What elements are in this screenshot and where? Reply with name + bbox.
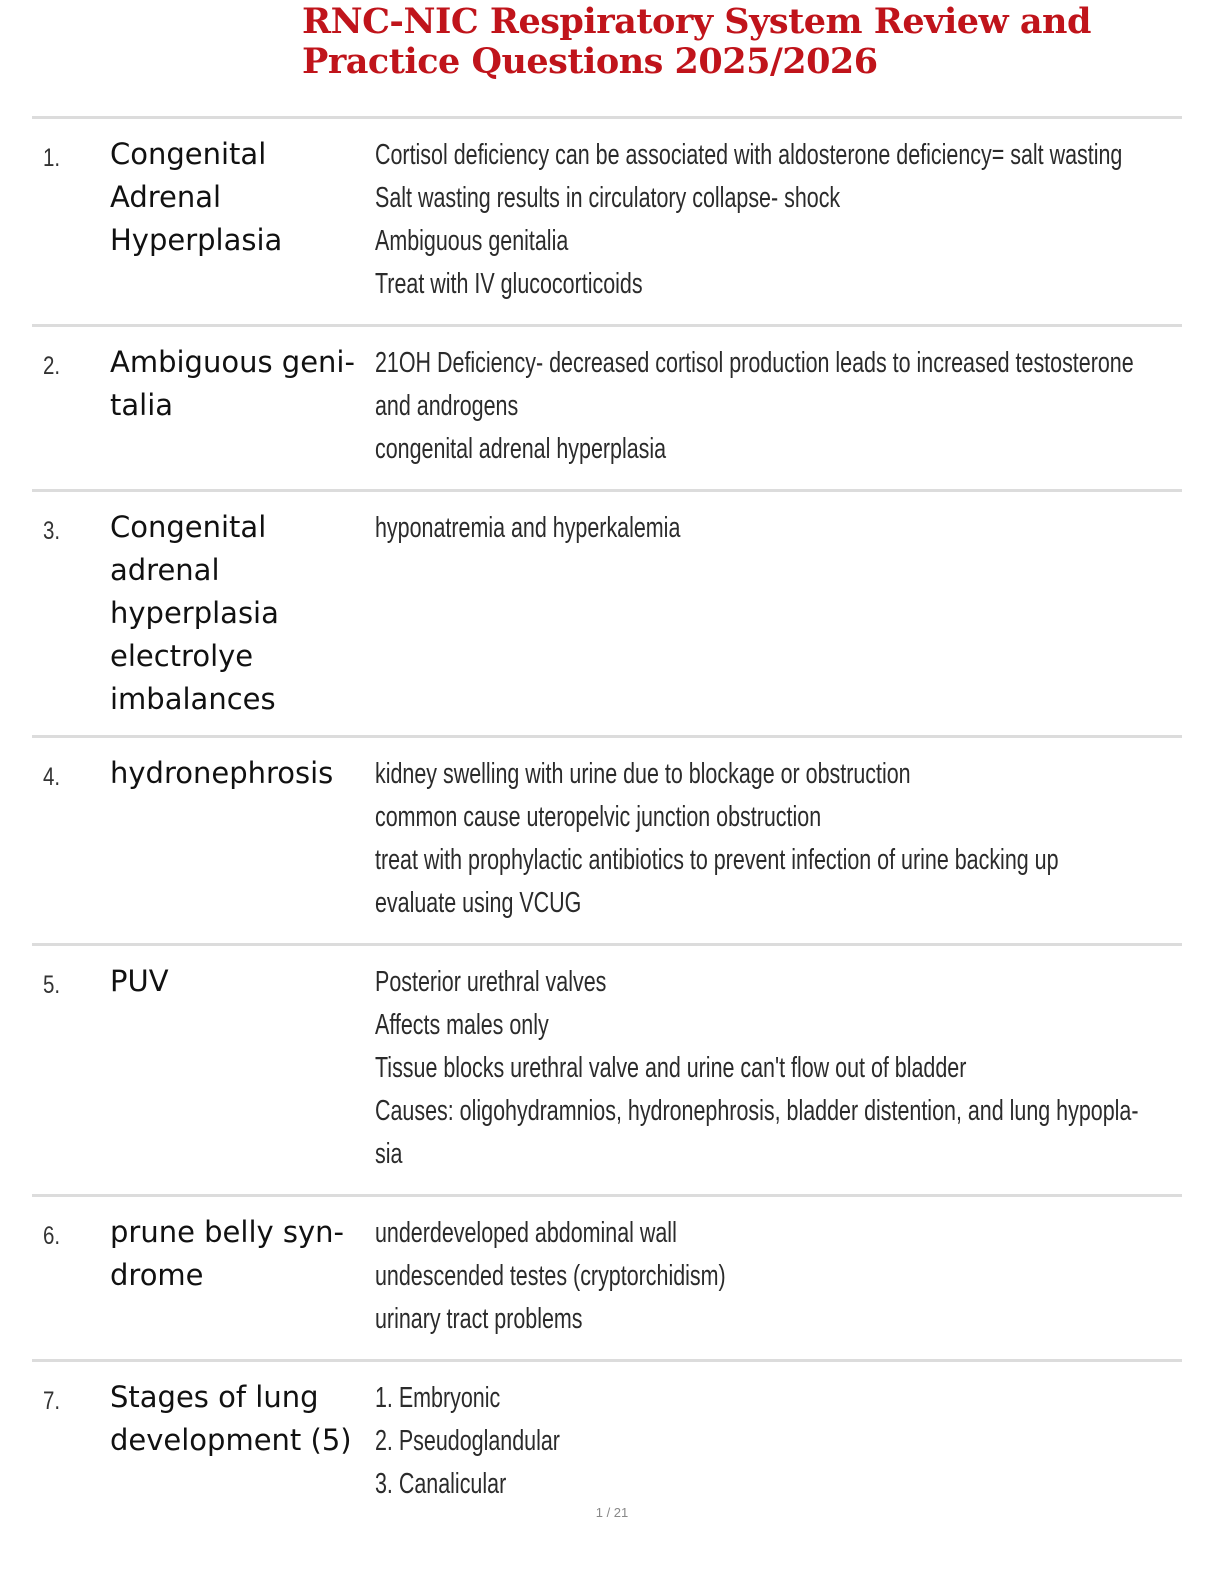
- definition-line: Posterior urethral valves: [375, 966, 607, 998]
- card-number: 1.: [43, 144, 61, 172]
- card-number: 3.: [43, 517, 61, 545]
- flashcard-row: [32, 1194, 1182, 1359]
- card-term: Congenital Adrenal Hyperplasia: [110, 137, 283, 257]
- card-term: hydronephrosis: [110, 756, 334, 790]
- definition-line: Salt wasting results in circulatory collapse- shock: [375, 182, 841, 214]
- flashcard-row: [32, 1359, 1182, 1559]
- card-term: prune belly syn- drome: [110, 1215, 345, 1292]
- definition-line: 2. Pseudoglandular: [375, 1425, 560, 1457]
- definition-line: underdeveloped abdominal wall: [375, 1217, 677, 1249]
- flashcard-row: [32, 324, 1182, 489]
- card-number: 6.: [43, 1222, 61, 1250]
- flashcard-list: [32, 116, 1182, 1559]
- card-definition: [375, 507, 1182, 550]
- definition-line: and androgens: [375, 390, 519, 422]
- definition-line: kidney swelling with urine due to blockage or obstruction: [375, 758, 911, 790]
- definition-line: sia: [375, 1138, 403, 1170]
- card-definition: [375, 1212, 1182, 1341]
- card-term: Stages of lung development (5): [110, 1380, 352, 1457]
- definition-line: Tissue blocks urethral valve and urine can't flow out of bladder: [375, 1052, 967, 1084]
- card-definition: [375, 753, 1182, 925]
- card-definition: [375, 1377, 1182, 1506]
- definition-line: congenital adrenal hyperplasia: [375, 433, 667, 465]
- card-number: 7.: [43, 1387, 61, 1415]
- definition-line: urinary tract problems: [375, 1303, 583, 1335]
- document-title: RNC-NIC Respiratory System Review and Practice Questions 2025/2026: [302, 1, 1091, 82]
- card-number: 4.: [43, 763, 61, 791]
- flashcard-row: [32, 116, 1182, 324]
- definition-line: Affects males only: [375, 1009, 549, 1041]
- definition-line: hyponatremia and hyperkalemia: [375, 512, 681, 544]
- definition-line: evaluate using VCUG: [375, 887, 582, 919]
- card-term: Ambiguous geni- talia: [110, 345, 355, 422]
- definition-line: 21OH Deficiency- decreased cortisol production leads to increased testosterone: [375, 347, 1134, 379]
- definition-line: 3. Canalicular: [375, 1468, 507, 1500]
- definition-line: undescended testes (cryptorchidism): [375, 1260, 726, 1292]
- flashcard-row: [32, 735, 1182, 943]
- card-definition: [375, 134, 1182, 306]
- card-number: 2.: [43, 352, 61, 380]
- card-number: 5.: [43, 971, 61, 999]
- definition-line: Causes: oligohydramnios, hydronephrosis, bladder distention, and lung hypopla-: [375, 1095, 1139, 1127]
- page-number: 1 / 21: [595, 1505, 629, 1520]
- card-definition: [375, 961, 1182, 1176]
- card-term: Congenital adrenal hyperplasia electrolye imbalances: [110, 510, 279, 716]
- definition-line: 1. Embryonic: [375, 1382, 501, 1414]
- flashcard-row: [32, 943, 1182, 1194]
- definition-line: common cause uteropelvic junction obstruction: [375, 801, 822, 833]
- definition-line: Cortisol deficiency can be associated with aldosterone deficiency= salt wasting: [375, 139, 1123, 171]
- definition-line: treat with prophylactic antibiotics to prevent infection of urine backing up: [375, 844, 1059, 876]
- flashcard-row: [32, 489, 1182, 735]
- definition-line: Ambiguous genitalia: [375, 225, 569, 257]
- card-term: PUV: [110, 964, 169, 998]
- card-definition: [375, 342, 1182, 471]
- definition-line: Treat with IV glucocorticoids: [375, 268, 643, 300]
